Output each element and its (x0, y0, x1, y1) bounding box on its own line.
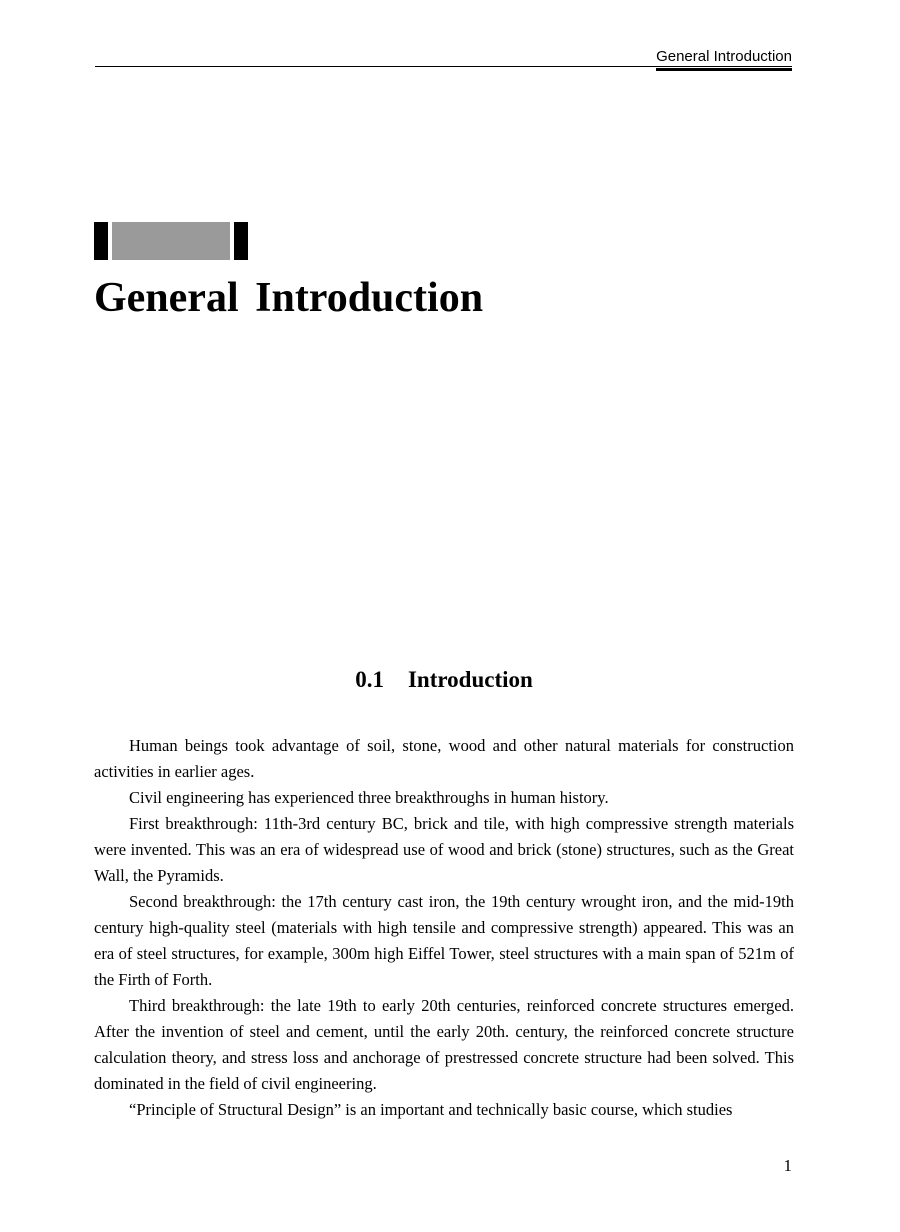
paragraph: Civil engineering has experienced three breakthroughs in human history. (129, 788, 609, 807)
page-number: 1 (783, 1156, 792, 1175)
chapter-marker-gray-block (112, 222, 230, 260)
paragraph: “Principle of Structural Design” is an important and technically basic course, which studies (129, 1100, 733, 1119)
paragraph: Human beings took advantage of soil, stone, wood and other natural materials for construction activities in earlier ages. (94, 736, 794, 781)
body-text (94, 733, 794, 1123)
chapter-marker-right-bar (234, 222, 248, 260)
section-number: 0.1 (355, 667, 384, 692)
paragraph: Third breakthrough: the late 19th to early 20th centuries, reinforced concrete structures emerged. After the invention of steel and cement, until the early 20th. century, the reinforced concrete structure calculation theory, and stress loss and anchorage of prestressed concrete structure had been solved. This dominated in the field of civil engineering. (94, 996, 794, 1093)
chapter-marker-left-bar (94, 222, 108, 260)
paragraph: Second breakthrough: the 17th century cast iron, the 19th century wrought iron, and the mid-19th century high-quality steel (materials with high tensile and compressive strength) appeared. This was an era of steel structures, for example, 300m high Eiffel Tower, steel structures with a main span of 521m of the Firth of Forth. (94, 892, 794, 989)
chapter-title: General Introduction (94, 275, 484, 321)
running-header: General Introduction (656, 48, 792, 71)
section-heading (0, 664, 888, 696)
chapter-marker (94, 222, 254, 260)
header-rule (95, 66, 792, 67)
section-title: Introduction (407, 667, 533, 692)
paragraph: First breakthrough: 11th-3rd century BC, brick and tile, with high compressive strength materials were invented. This was an era of widespread use of wood and brick (stone) structures, such as the Great Wall, the Pyramids. (94, 814, 794, 885)
